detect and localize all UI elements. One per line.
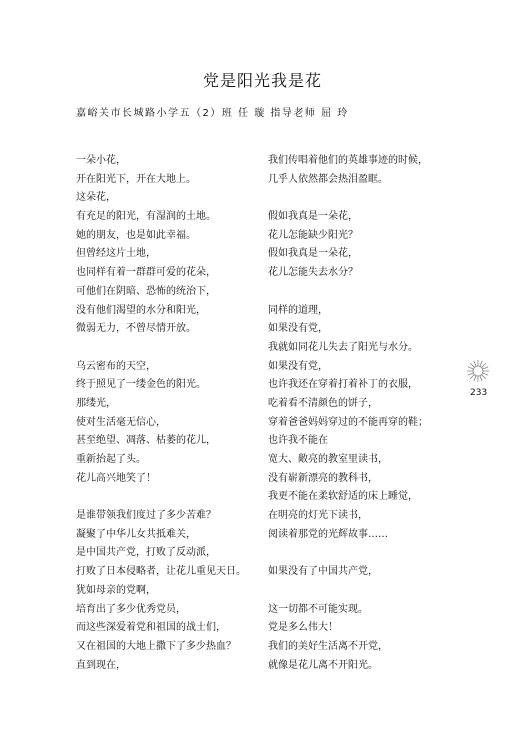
poem-line: 阅读着那党的光辉故事…… [268,528,388,540]
poem-line: 假如我真是一朵花， [268,211,358,223]
poem-line: 如果没有党， [268,360,328,372]
poem-line: 打败了日本侵略者，让花儿重见天日。 [76,566,246,578]
poem-line: 没有他们渴望的水分和阳光， [76,304,206,316]
poem-line: 花儿怎能失去水分？ [268,267,358,279]
poem-line: 这一切都不可能实现。 [268,603,368,615]
poem-line: 宽大、敞亮的教室里读书， [268,454,388,465]
poem-line: 也许我不能在 [268,435,328,447]
poem-line: 而这些深爱着党和祖国的战士们， [76,622,226,634]
poem-line: 假如我真是一朵花， [268,248,358,260]
poem-line: 吃着看不清颜色的饼子， [268,397,378,409]
poem-line: 我们传唱着他们的英雄事迹的时候， [268,155,428,166]
page-number: 233 [470,388,488,398]
poem-line: 使对生活毫无信心， [76,416,166,428]
author-byline: 嘉峪关市长城路小学五（2）班 任 璇 指导老师 屈 玲 [76,108,349,119]
poem-line: 党是多么伟大！ [268,622,338,634]
poem-line: 我更不能在柔软舒适的床上睡觉， [268,491,418,503]
poem-line: 也许我还在穿着打着补丁的衣服， [268,379,418,391]
poem-line: 穿着爸爸妈妈穿过的不能再穿的鞋； [268,416,428,428]
poem-line: 培育出了多少优秀党员， [76,603,186,615]
sunburst-icon [466,359,490,383]
poem-line: 同样的道理， [268,304,328,316]
poem-line: 有充足的阳光，有湿润的土地。 [76,211,216,223]
poem-line: 但曾经这片土地， [76,248,156,260]
poem-line: 花儿高兴地笑了！ [76,472,156,484]
poem-line: 终于照见了一缕金色的阳光。 [76,379,206,391]
poem-line: 这朵花， [76,192,116,204]
stanza-break [268,582,448,601]
poem-line: 那缕光， [76,397,116,409]
poem-line: 花儿怎能缺少阳光？ [268,229,358,241]
poem-line: 她的朋友，也是如此幸福。 [76,229,196,241]
poem-line: 我们的美好生活离不开党， [268,640,388,652]
poem-line: 乌云密布的天空， [76,360,156,372]
poem-line: 犹如母亲的党啊， [76,584,156,596]
poem-line: 如果没有党， [268,323,328,335]
stanza-break [268,283,448,302]
poem-line: 重新抬起了头。 [76,454,146,465]
poem-title: 党是阳光我是花 [202,71,322,90]
poem-line: 一朵小花， [76,155,126,166]
poem-left-column [76,152,256,675]
poem-line: 在明亮的灯光下读书， [268,510,368,522]
stanza-break [76,339,256,358]
poem-line: 微弱无力，不曾尽情开放。 [76,323,196,335]
poem-line: 是谁带领我们度过了多少苦难？ [76,510,216,522]
poem-line: 凝聚了中华儿女共抵难关， [76,528,196,540]
poem-line: 没有崭新漂亮的教科书， [268,472,378,484]
stanza-break [76,488,256,507]
poem-line: 就像是花儿离不开阳光。 [268,659,378,671]
poem-line: 我就如同花儿失去了阳光与水分。 [268,341,418,353]
stanza-break [268,189,448,208]
poem-line: 也同样有着一群群可爱的花朵， [76,267,216,279]
poem-line: 可他们在阴暗、恐怖的统治下， [76,285,216,297]
poem-line: 是中国共产党，打败了反动派， [76,547,216,559]
poem-right-column [268,152,448,675]
poem-line: 又在祖国的大地上撒下了多少热血？ [76,640,236,652]
stanza-break [268,544,448,563]
poem-line: 如果没有了中国共产党， [268,566,378,578]
poem-line: 甚至绝望、凋落、枯萎的花儿， [76,435,216,447]
poem-line: 几乎人依然都会热泪盈眶。 [268,173,388,185]
poem-line: 直到现在， [76,659,126,671]
poem-line: 开在阳光下，开在大地上。 [76,173,196,185]
